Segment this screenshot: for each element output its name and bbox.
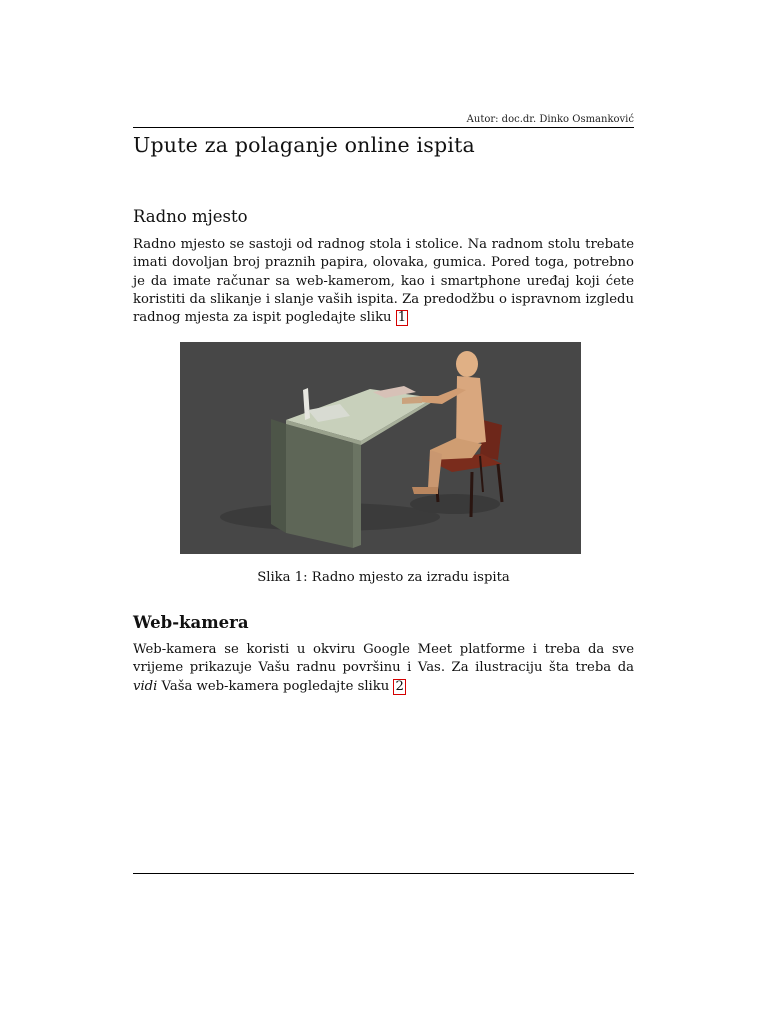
emphasis-vidi: vidi [133,678,158,694]
figure-workplace-illustration [180,342,581,554]
figure-ref-link-2[interactable]: 2 [395,678,404,694]
footer-rule [133,873,634,874]
page-header-author: Autor: doc.dr. Dinko Osmanković [466,114,634,125]
section-paragraph-webcam: Web-kamera se koristi u okviru Google Meet platforme i treba da sve vrijeme prikazuje Vašu radnu površinu i Vas. Za ilustraciju šta treba da vidi Vaša web-kamera pogledajte sliku 2 [133,642,634,694]
section-paragraph-workplace: Radno mjesto se sastoji od radnog stola i stolice. Na radnom stolu trebate imati dovoljan broj praznih papira, olovaka, gumica. Pored toga, potrebno je da imate računar sa web-kamerom, kao i smartphone uređaj koji ćete koristiti da slikanje i slanje vaših ispita. Za predodžbu o ispravnom izgledu radnog mjesta za ispit pogledajte sliku 1 [133,237,634,326]
chair-leg-2 [471,472,472,517]
page-title: Upute za polaganje online ispita [133,133,475,157]
chair-shadow [410,494,500,514]
mannequin-head [456,351,478,377]
mannequin-foot [412,487,438,494]
section-heading-workplace: Radno mjesto [133,207,248,226]
desk-right-leg [353,441,361,548]
desk-left-panel [271,419,286,533]
figure-caption: Slika 1: Radno mjesto za izradu ispita [257,570,510,585]
figure-ref-link-1[interactable]: 1 [397,310,407,326]
section-heading-webcam: Web-kamera [133,613,249,632]
desk-front-panel [286,424,353,548]
header-rule [133,127,634,128]
